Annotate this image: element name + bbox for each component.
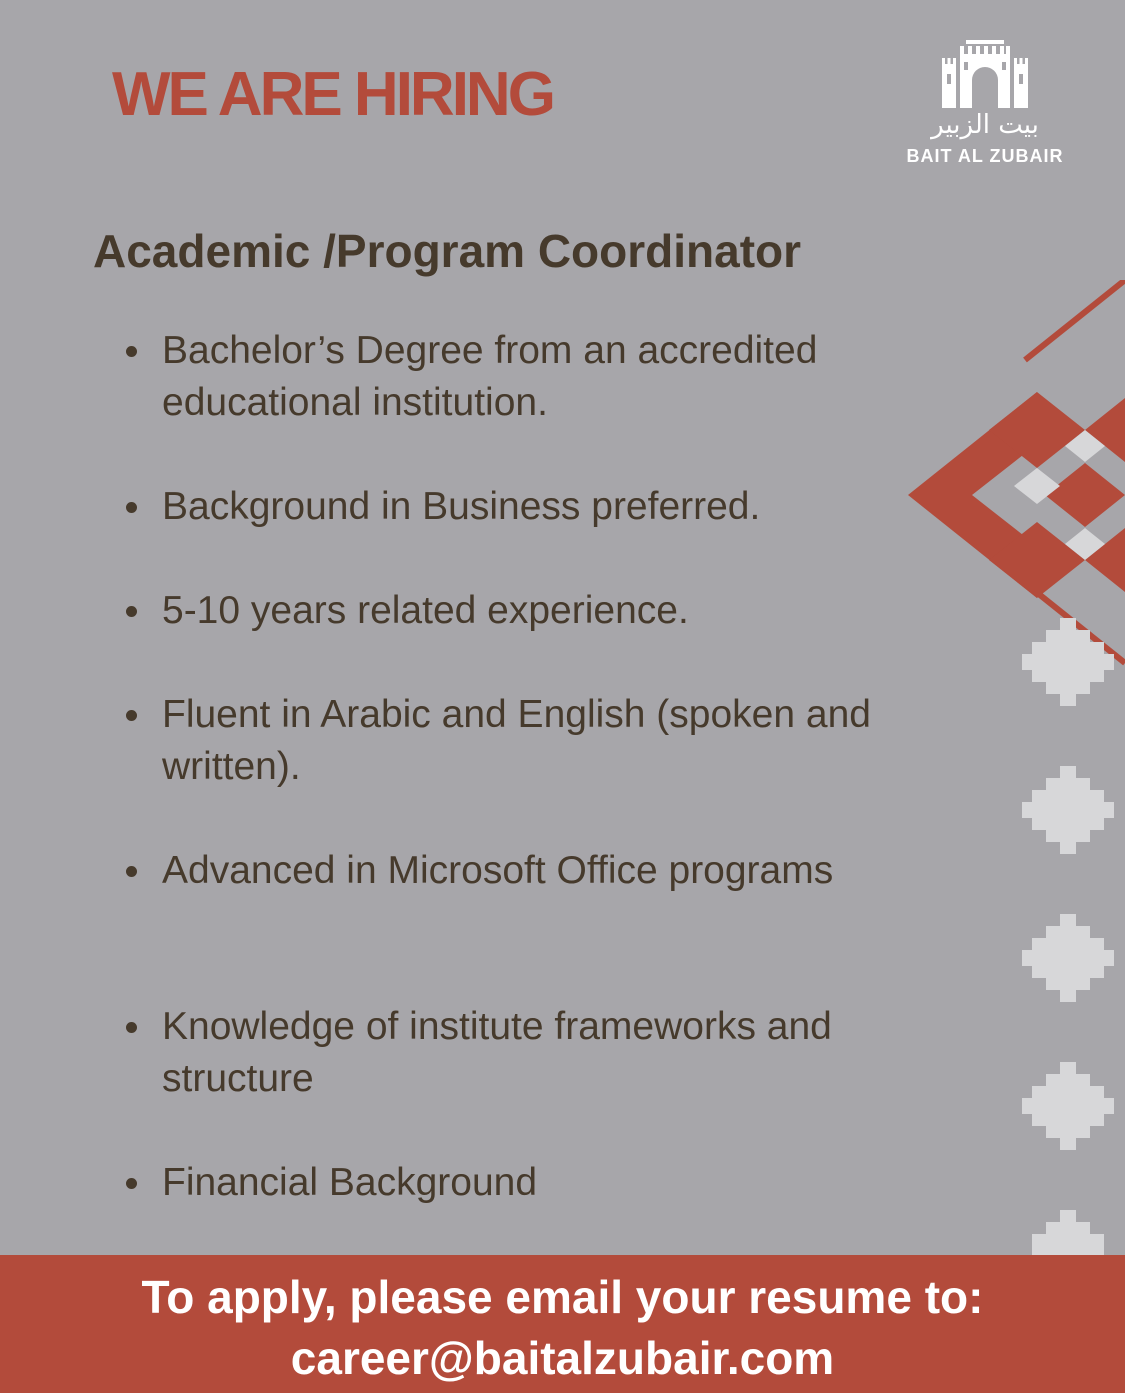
bullet-icon	[126, 502, 137, 513]
career-email-link[interactable]: career@baitalzubair.com	[290, 1332, 835, 1384]
bullet-icon	[126, 866, 137, 877]
bullet-icon	[126, 606, 137, 617]
hiring-headline: WE ARE HIRING	[112, 60, 553, 129]
requirement-text: 5-10 years related experience.	[162, 589, 689, 632]
requirement-text: Knowledge of institute frameworks and structure	[162, 1005, 832, 1100]
logo-latin-name: BAIT AL ZUBAIR	[906, 146, 1064, 166]
decorative-pattern-icon	[900, 280, 1125, 1255]
requirement-item	[120, 481, 920, 533]
castle-gate-icon	[942, 40, 1028, 108]
requirement-item	[120, 845, 920, 897]
apply-footer	[0, 1255, 1125, 1393]
apply-instructions: To apply, please email your resume to:	[141, 1271, 984, 1323]
requirement-item	[120, 1001, 920, 1105]
bullet-icon	[126, 346, 137, 357]
bullet-icon	[126, 710, 137, 721]
job-title: Academic /Program Coordinator	[93, 225, 802, 277]
requirement-item	[120, 585, 920, 637]
requirement-text: Fluent in Arabic and English (spoken and written).	[162, 693, 871, 788]
requirement-item	[120, 325, 920, 429]
requirement-item	[120, 1157, 920, 1209]
requirement-item	[120, 689, 920, 793]
bait-al-zubair-logo	[890, 40, 1080, 170]
requirement-text: Advanced in Microsoft Office programs	[162, 849, 834, 892]
bullet-icon	[126, 1022, 137, 1033]
logo-arabic-name: بيت الزبير	[931, 110, 1039, 140]
requirement-text: Background in Business preferred.	[162, 485, 761, 528]
requirement-text: Financial Background	[162, 1161, 538, 1204]
bullet-icon	[126, 1178, 137, 1189]
requirement-text: Bachelor’s Degree from an accredited educational institution.	[162, 329, 818, 424]
